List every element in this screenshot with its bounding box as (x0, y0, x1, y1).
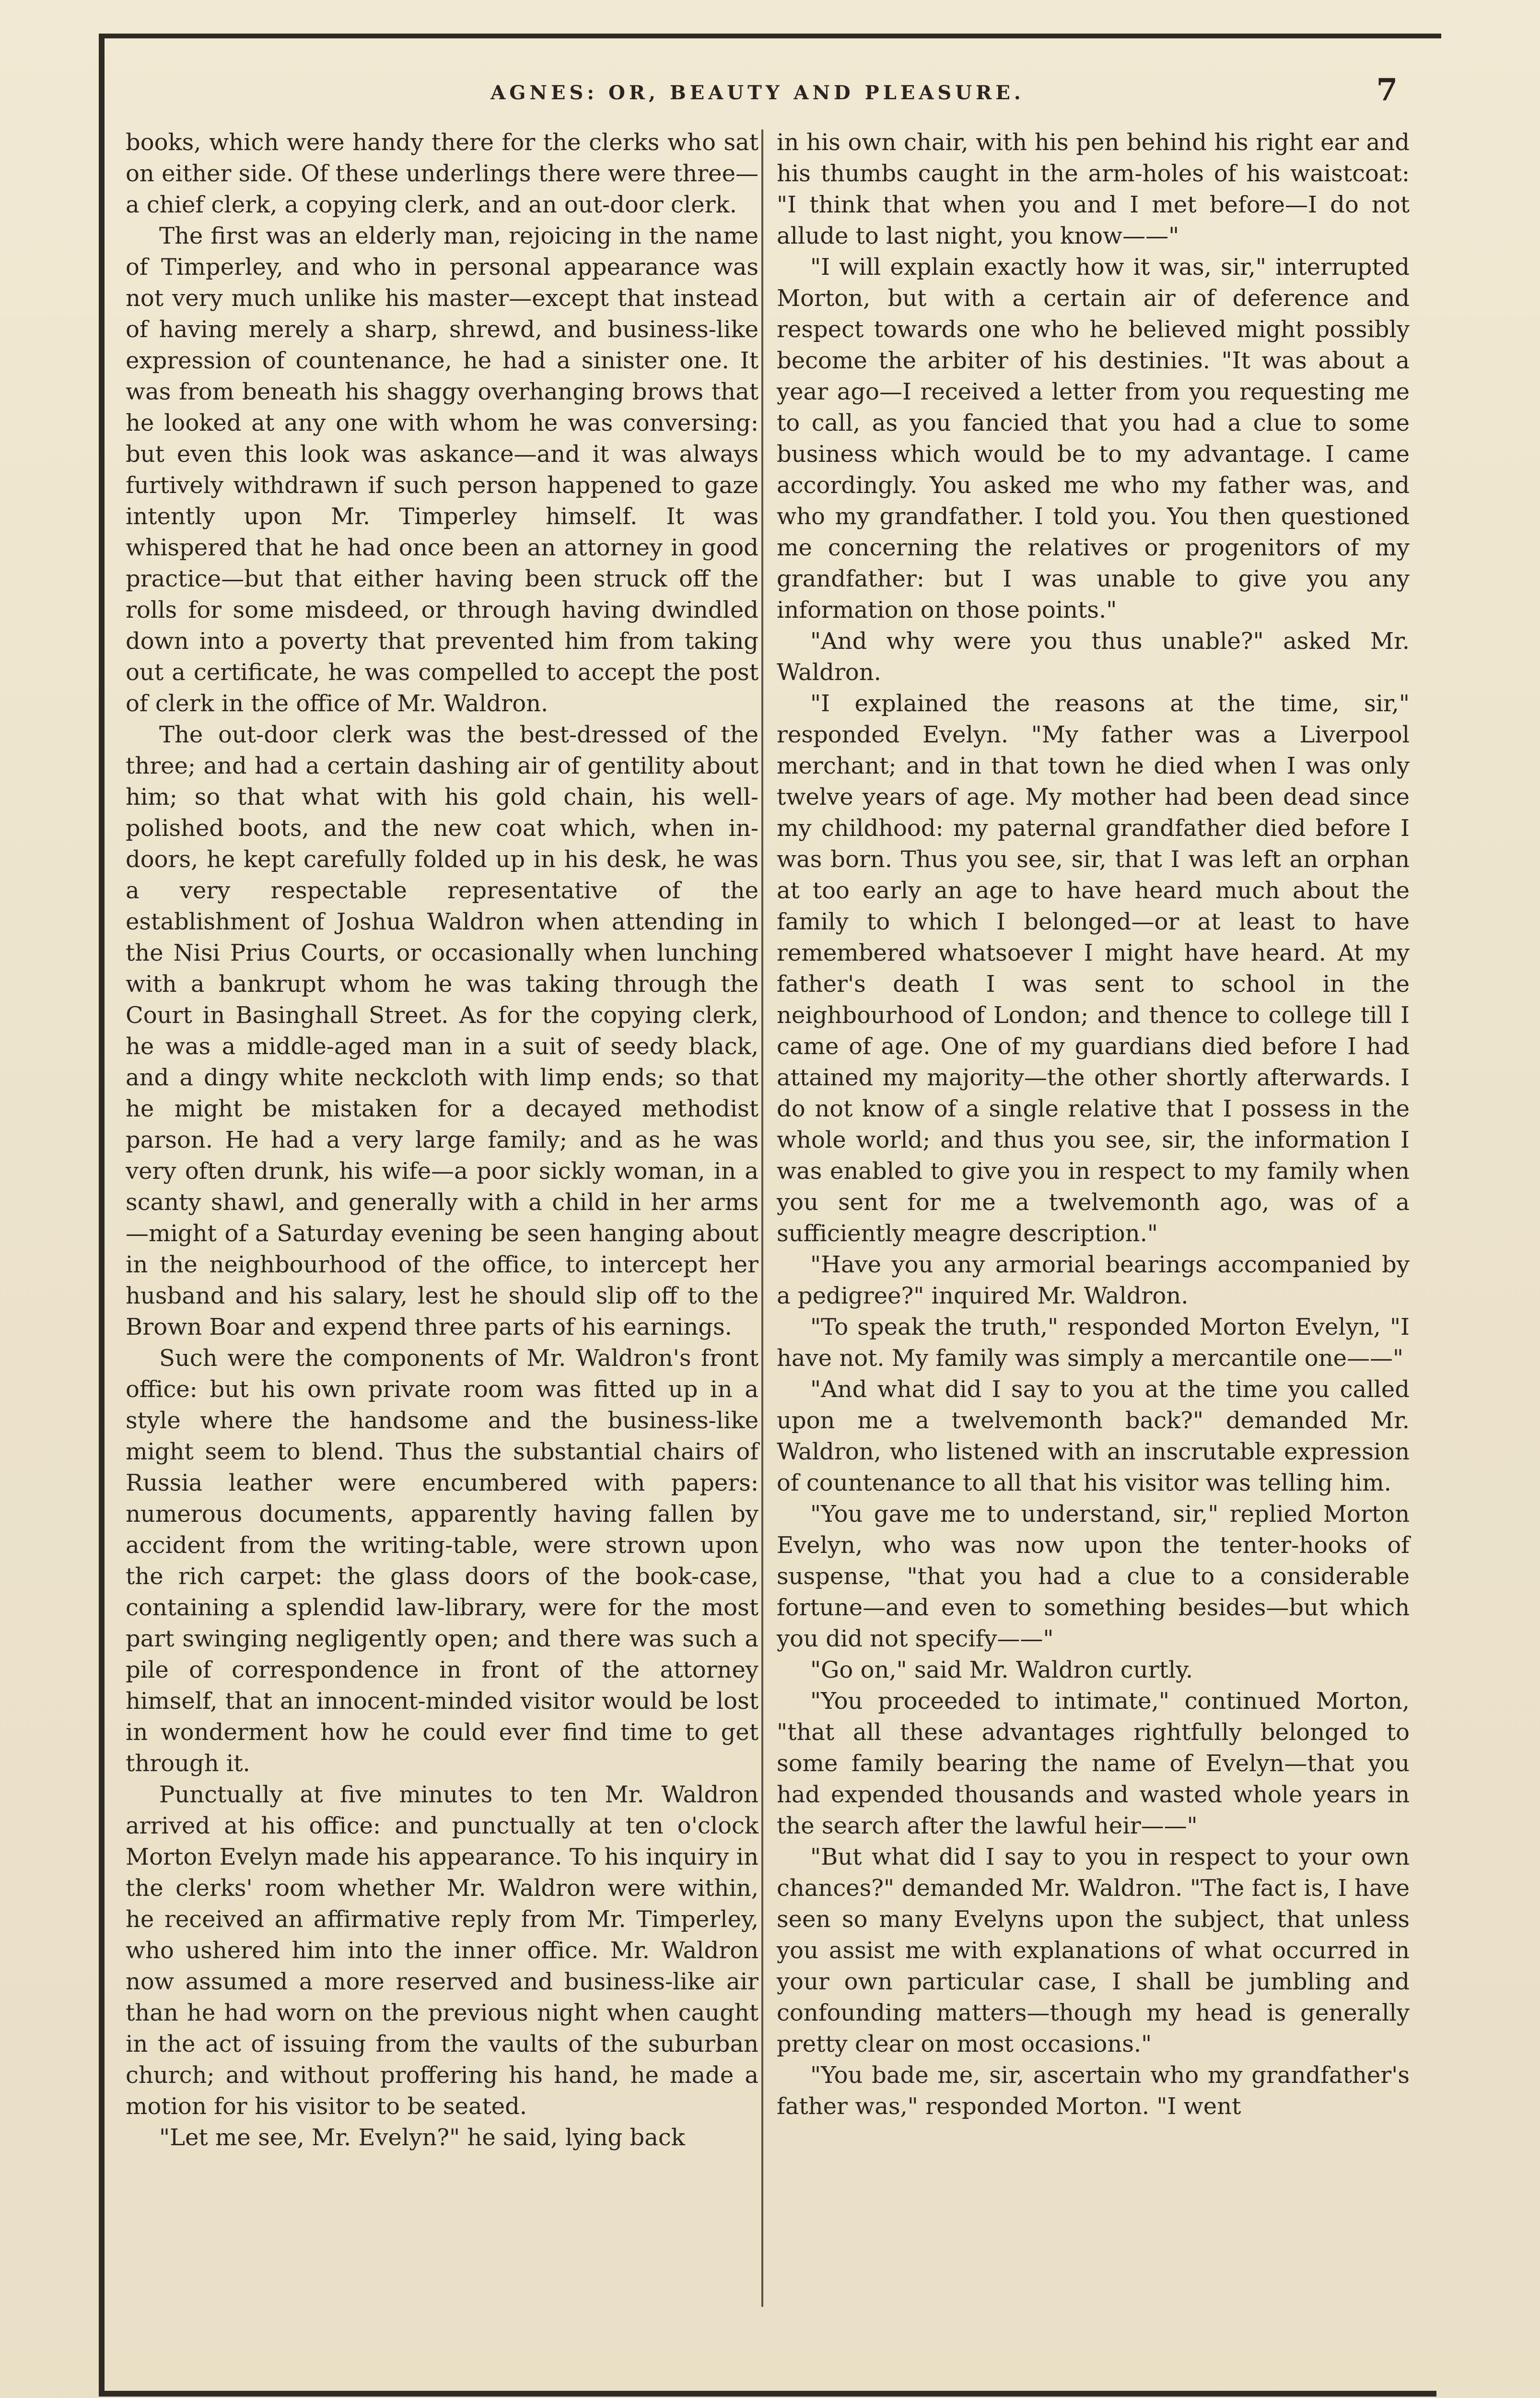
paragraph: "To speak the truth," responded Morton Evelyn, "I have not. My family was simply a mercantile one——" (777, 1314, 1410, 1372)
paragraph: Punctually at five minutes to ten Mr. Waldron arrived at his office: and punctually at ten o'clock Morton Evelyn made his appearance. To his inquiry in the clerks' room whether Mr. Waldron were within, he received an affirmative reply from Mr. Timperley, who ushered him into the inner office. Mr. Waldron now assumed a more reserved and business-like air than he had worn on the previous night when caught in the act of issuing from the vaults of the suburban church; and without proffering his hand, he made a motion for his visitor to be seated. (126, 1781, 758, 2120)
page-number: 7 (1376, 72, 1398, 108)
page-border-left (99, 34, 105, 2393)
paragraph: "Go on," said Mr. Waldron curtly. (810, 1657, 1193, 1683)
paragraph: "And what did I say to you at the time you called upon me a twelvemonth back?" demanded Mr. Waldron, who listened with an inscrutable expression of countenance to all that his visitor was telling him. (777, 1376, 1410, 1496)
column-divider (761, 129, 763, 2307)
paragraph: "And why were you thus unable?" asked Mr. Waldron. (777, 628, 1410, 686)
paragraph: "You gave me to understand, sir," replied Morton Evelyn, who was now upon the tenter-hooks of suspense, "that you had a clue to a considerable fortune—and even to something besides—but which you did not specify——" (777, 1501, 1410, 1652)
paragraph: "You proceeded to intimate," continued Morton, "that all these advantages rightfully belonged to some family bearing the name of Evelyn—that you had expended thousands and wasted whole years in the search after the lawful heir——" (777, 1688, 1410, 1839)
paragraph: "Let me see, Mr. Evelyn?" he said, lying back (159, 2124, 685, 2151)
paragraph: "Have you any armorial bearings accompanied by a pedigree?" inquired Mr. Waldron. (777, 1251, 1410, 1309)
paragraph: "You bade me, sir, ascertain who my grandfather's father was," responded Morton. "I went (777, 2062, 1410, 2120)
left-column (126, 127, 758, 2153)
paragraph: Such were the components of Mr. Waldron's front office: but his own private room was fitted up in a style where the handsome and the business-like might seem to blend. Thus the substantial chairs of Russia leather were encumbered with papers: numerous documents, apparently having fallen by accident from the writing-table, were strown upon the rich carpet: the glass doors of the book-case, containing a splendid law-library, were for the most part swinging negligently open; and there was such a pile of correspondence in front of the attorney himself, that an innocent-minded visitor would be lost in wonderment how he could ever find time to get through it. (126, 1345, 758, 1777)
right-column (777, 127, 1410, 2122)
header-rule (99, 34, 1441, 38)
footer-rule (99, 2391, 1436, 2397)
paragraph: in his own chair, with his pen behind his right ear and his thumbs caught in the arm-holes of his waistcoat: "I think that when you and I met before—I do not allude to last night, you know——" (777, 129, 1410, 249)
paragraph: books, which were handy there for the clerks who sat on either side. Of these underlings there were three—a chief clerk, a copying clerk, and an out-door clerk. (126, 129, 758, 218)
paragraph: The first was an elderly man, rejoicing in the name of Timperley, and who in personal appearance was not very much unlike his master—except that instead of having merely a sharp, shrewd, and business-like expression of countenance, he had a sinister one. It was from beneath his shaggy overhanging brows that he looked at any one with whom he was conversing: but even this look was askance—and it was always furtively withdrawn if such person happened to gaze intently upon Mr. Timperley himself. It was whispered that he had once been an attorney in good practice—but that either having been struck off the rolls for some misdeed, or through having dwindled down into a poverty that prevented him from taking out a certificate, he was compelled to accept the post of clerk in the office of Mr. Waldron. (126, 223, 758, 717)
paragraph: The out-door clerk was the best-dressed of the three; and had a certain dashing air of gentility about him; so that what with his gold chain, his well-polished boots, and the new coat which, when in-doors, he kept carefully folded up in his desk, he was a very respectable representative of the establishment of Joshua Waldron when attending in the Nisi Prius Courts, or occasionally when lunching with a bankrupt whom he was taking through the Court in Basinghall Street. As for the copying clerk, he was a middle-aged man in a suit of seedy black, and a dingy white neckcloth with limp ends; so that he might be mistaken for a decayed methodist parson. He had a very large family; and as he was very often drunk, his wife—a poor sickly woman, in a scanty shawl, and generally with a child in her arms—might of a Saturday evening be seen hanging about in the neighbourhood of the office, to intercept her husband and his salary, lest he should slip off to the Brown Boar and expend three parts of his earnings. (126, 721, 758, 1340)
paragraph: "I explained the reasons at the time, sir," responded Evelyn. "My father was a Liverpool merchant; and in that town he died when I was only twelve years of age. My mother had been dead since my childhood: my paternal grandfather died before I was born. Thus you see, sir, that I was left an orphan at too early an age to have heard much about the family to which I belonged—or at least to have remembered whatsoever I might have heard. At my father's death I was sent to school in the neighbourhood of London; and thence to college till I came of age. One of my guardians died before I had attained my majority—the other shortly afterwards. I do not know of a single relative that I possess in the whole world; and thus you see, sir, the information I was enabled to give you in respect to my family when you sent for me a twelvemonth ago, was of a sufficiently meagre description." (777, 690, 1410, 1247)
page-header (110, 72, 1405, 120)
paragraph: "But what did I say to you in respect to your own chances?" demanded Mr. Waldron. "The fact is, I have seen so many Evelyns upon the subject, that unless you assist me with explanations of what occurred in your own particular case, I shall be jumbling and confounding matters—though my head is generally pretty clear on most occasions." (777, 1844, 1410, 2057)
running-head: AGNES: OR, BEAUTY AND PLEASURE. (490, 82, 1025, 104)
paragraph: "I will explain exactly how it was, sir," interrupted Morton, but with a certain air of deference and respect towards one who he believed might possibly become the arbiter of his destinies. "It was about a year ago—I received a letter from you requesting me to call, as you fancied that you had a clue to some business which would be to my advantage. I came accordingly. You asked me who my father was, and who my grandfather. I told you. You then questioned me concerning the relatives or progenitors of my grandfather: but I was unable to give you any information on those points." (777, 254, 1410, 623)
